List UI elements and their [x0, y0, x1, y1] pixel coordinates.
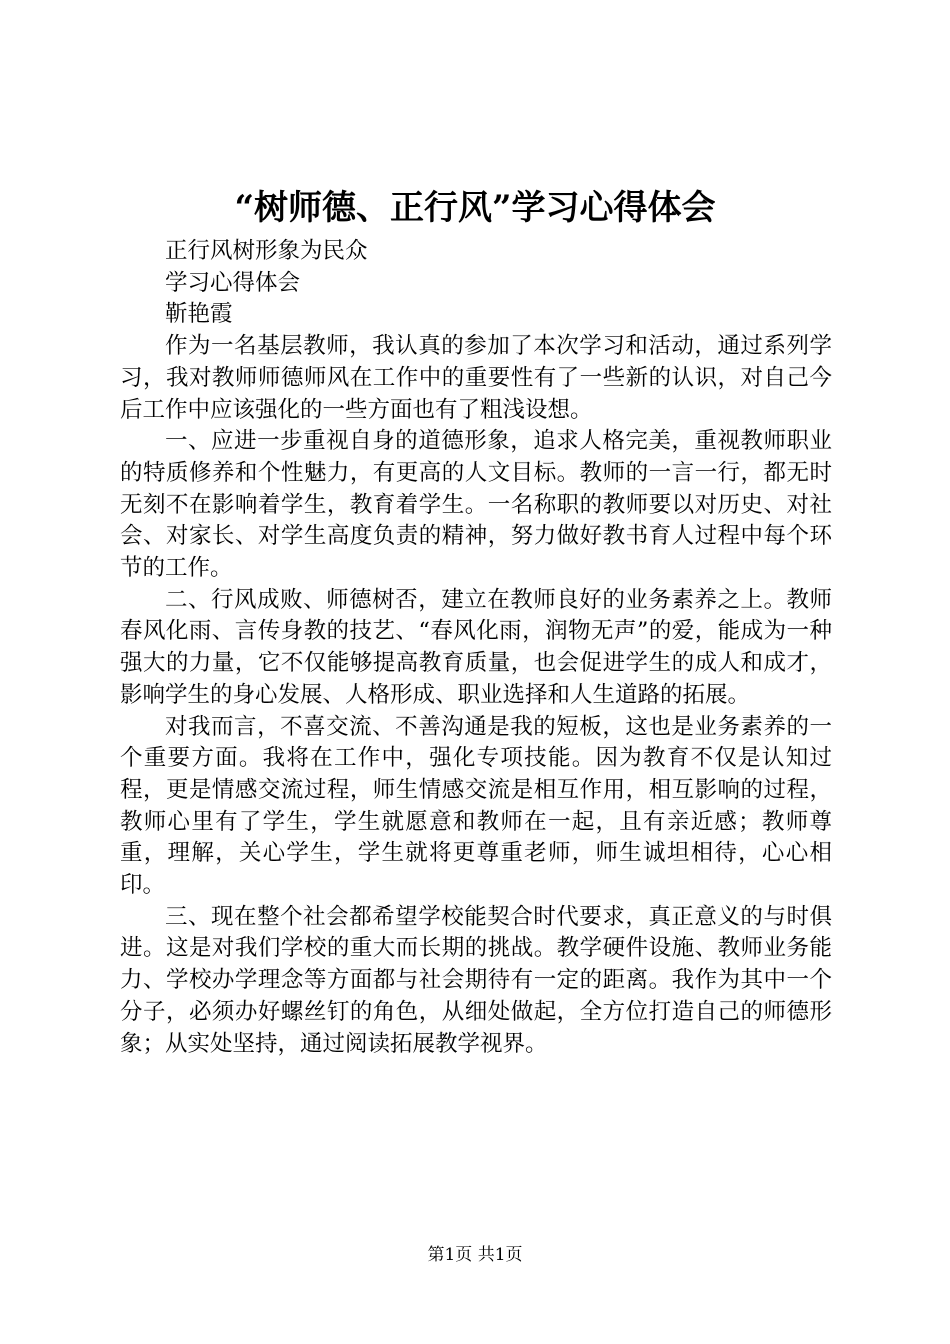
subtitle-line-2: 学习心得体会	[165, 269, 301, 296]
paragraph-point-three: 三、现在整个社会都希望学校能契合时代要求，真正意义的与时俱进。这是对我们学校的重大而长期的挑战。教学硬件设施、教师业务能力、学校办学理念等方面都与社会期待有一定的距离。我作为其中一个分子，必须办好螺丝钉的角色，从细处做起，全方位打造自己的师德形象；从实处坚持，通过阅读拓展教学视界。	[120, 903, 832, 1057]
paragraph-personal-reflection: 对我而言，不喜交流、不善沟通是我的短板，这也是业务素养的一个重要方面。我将在工作中，强化专项技能。因为教育不仅是认知过程，更是情感交流过程，师生情感交流是相互作用，相互影响的过程，教师心里有了学生，学生就愿意和教师在一起，且有亲近感；教师尊重，理解，关心学生，学生就将更尊重老师，师生诚坦相待，心心相印。	[120, 713, 832, 899]
paragraph-intro: 作为一名基层教师，我认真的参加了本次学习和活动，通过系列学习，我对教师师德师风在工作中的重要性有了一些新的认识，对自己今后工作中应该强化的一些方面也有了粗浅设想。	[120, 333, 832, 423]
paragraph-point-one: 一、应进一步重视自身的道德形象，追求人格完美，重视教师职业的特质修养和个性魅力，有更高的人文目标。教师的一言一行，都无时无刻不在影响着学生，教育着学生。一名称职的教师要以对历史、对社会、对家长、对学生高度负责的精神，努力做好教书育人过程中每个环节的工作。	[120, 428, 832, 582]
paragraph-point-two: 二、行风成败、师德树否，建立在教师良好的业务素养之上。教师春风化雨、言传身教的技艺、“春风化雨，润物无声”的爱，能成为一种强大的力量，它不仅能够提高教育质量，也会促进学生的成人和成才，影响学生的身心发展、人格形成、职业选择和人生道路的拓展。	[120, 586, 832, 708]
document-title: “树师德、正行风”学习心得体会	[234, 188, 716, 228]
author-name: 靳艳霞	[165, 301, 233, 328]
document-body	[120, 236, 832, 1060]
page-number-footer: 第1页 共1页	[427, 1245, 523, 1265]
subtitle-line-1: 正行风树形象为民众	[165, 238, 368, 264]
